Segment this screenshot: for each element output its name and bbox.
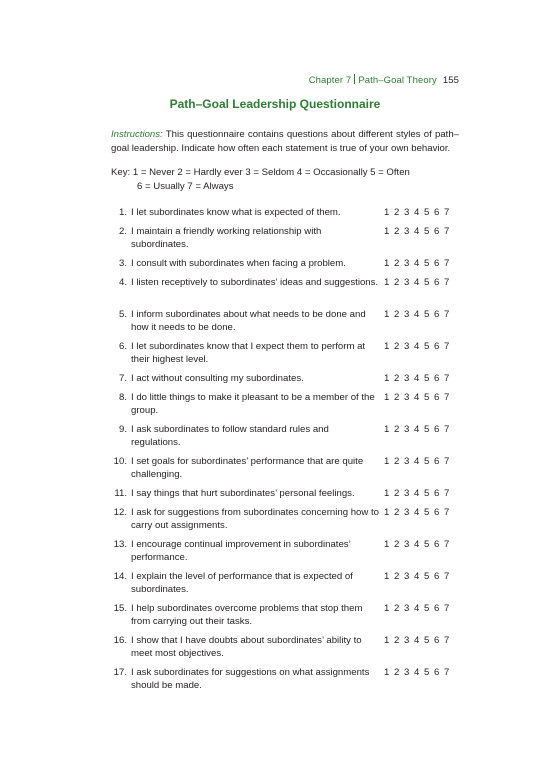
running-head	[309, 74, 459, 86]
question-item	[111, 634, 461, 660]
page-number: 155	[442, 75, 459, 86]
question-number: 5.	[118, 309, 127, 320]
question-item	[111, 276, 461, 302]
question-text: I listen receptively to subordinates’ ideas and suggestions.	[131, 277, 379, 288]
question-number: 9.	[118, 424, 127, 435]
question-number: 11.	[114, 488, 127, 499]
rating-scale: 1 2 3 4 5 6 7	[384, 571, 450, 582]
question-number: 15.	[113, 603, 127, 614]
question-number: 12.	[113, 507, 127, 518]
question-item	[111, 423, 461, 449]
question-text: I ask for suggestions from subordinates concerning how to carry out assignments.	[131, 507, 379, 531]
rating-scale: 1 2 3 4 5 6 7	[384, 603, 450, 614]
question-text: I ask subordinates to follow standard rules and regulations.	[131, 424, 329, 448]
rating-scale: 1 2 3 4 5 6 7	[384, 392, 450, 403]
question-text: I set goals for subordinates’ performance that are quite challenging.	[131, 456, 364, 480]
rating-scale: 1 2 3 4 5 6 7	[384, 488, 450, 499]
questionnaire-items	[111, 206, 461, 698]
question-text: I help subordinates overcome problems that stop them from carrying out their tasks.	[131, 603, 363, 627]
question-number: 1.	[118, 207, 127, 218]
question-text: I do little things to make it pleasant to be a member of the group.	[131, 392, 375, 416]
instructions	[111, 128, 459, 156]
question-number: 10.	[113, 456, 127, 467]
question-item	[111, 206, 461, 219]
question-item	[111, 602, 461, 628]
question-item	[111, 570, 461, 596]
rating-scale: 1 2 3 4 5 6 7	[384, 635, 450, 646]
question-text: I let subordinates know that I expect them to perform at their highest level.	[131, 341, 366, 365]
question-number: 6.	[118, 341, 127, 352]
questionnaire-title: Path–Goal Leadership Questionnaire	[169, 97, 381, 111]
question-text: I act without consulting my subordinates.	[131, 373, 304, 384]
question-number: 13.	[113, 539, 127, 550]
instructions-text: This questionnaire contains questions about different styles of path–goal leadership. Indicate how often each statement is true of your own behavior.	[111, 129, 459, 154]
question-number: 7.	[118, 373, 127, 384]
rating-scale: 1 2 3 4 5 6 7	[384, 207, 450, 218]
question-text: I inform subordinates about what needs to be done and how it needs to be done.	[131, 309, 366, 333]
rating-scale: 1 2 3 4 5 6 7	[384, 373, 450, 384]
question-text: I say things that hurt subordinates’ personal feelings.	[131, 488, 355, 499]
question-item	[111, 506, 461, 532]
question-number: 14.	[113, 571, 127, 582]
question-text: I show that I have doubts about subordinates’ ability to meet most objectives.	[131, 635, 362, 659]
rating-scale: 1 2 3 4 5 6 7	[384, 277, 450, 288]
question-number: 2.	[118, 226, 127, 237]
key-line-2: 6 = Usually 7 = Always	[137, 181, 234, 192]
question-text: I let subordinates know what is expected of them.	[131, 207, 341, 218]
chapter-label: Chapter 7	[308, 75, 352, 86]
question-number: 3.	[118, 258, 127, 269]
question-item	[111, 666, 461, 692]
question-text: I explain the level of performance that is expected of subordinates.	[131, 571, 353, 595]
question-item	[111, 340, 461, 366]
question-text: I maintain a friendly working relationship with subordinates.	[131, 226, 322, 250]
question-item	[111, 257, 461, 270]
rating-scale: 1 2 3 4 5 6 7	[384, 539, 450, 550]
question-text: I consult with subordinates when facing a problem.	[131, 258, 346, 269]
question-item	[111, 391, 461, 417]
header-divider	[354, 74, 355, 84]
rating-scale: 1 2 3 4 5 6 7	[384, 258, 450, 269]
rating-scale: 1 2 3 4 5 6 7	[384, 507, 450, 518]
chapter-title: Path–Goal Theory	[358, 75, 437, 86]
rating-scale: 1 2 3 4 5 6 7	[384, 226, 450, 237]
rating-scale: 1 2 3 4 5 6 7	[384, 341, 450, 352]
question-number: 16.	[113, 635, 127, 646]
question-item	[111, 225, 461, 251]
question-item	[111, 487, 461, 500]
question-text: I ask subordinates for suggestions on what assignments should be made.	[131, 667, 370, 691]
question-item	[111, 455, 461, 481]
rating-scale: 1 2 3 4 5 6 7	[384, 456, 450, 467]
question-number: 4.	[118, 277, 127, 288]
question-item	[111, 372, 461, 385]
rating-key	[111, 166, 463, 194]
question-text: I encourage continual improvement in subordinates’ performance.	[131, 539, 351, 563]
question-number: 8.	[118, 392, 127, 403]
question-item	[111, 308, 461, 334]
rating-scale: 1 2 3 4 5 6 7	[384, 309, 450, 320]
question-number: 17.	[113, 667, 127, 678]
key-line-1: Key: 1 = Never 2 = Hardly ever 3 = Seldom 4 = Occasionally 5 = Often	[111, 167, 410, 178]
rating-scale: 1 2 3 4 5 6 7	[384, 424, 450, 435]
instructions-label: Instructions:	[111, 129, 163, 140]
question-item	[111, 538, 461, 564]
rating-scale: 1 2 3 4 5 6 7	[384, 667, 450, 678]
